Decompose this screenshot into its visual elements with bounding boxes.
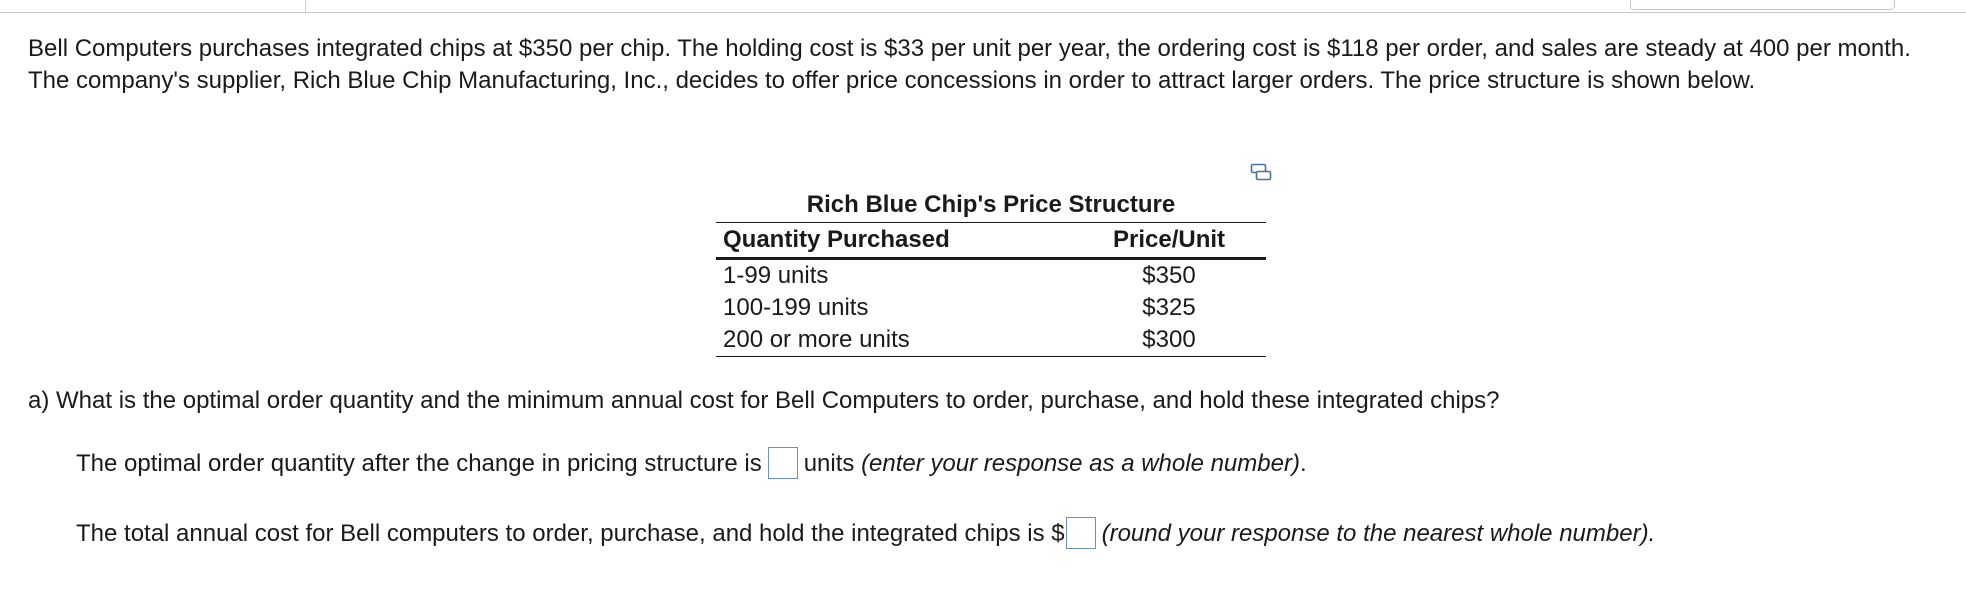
table-title: Rich Blue Chip's Price Structure bbox=[806, 191, 1176, 218]
order-quantity-input[interactable] bbox=[768, 447, 798, 479]
answer-end: . bbox=[1299, 450, 1307, 477]
table-row bbox=[716, 259, 1266, 293]
problem-statement: Bell Computers purchases integrated chips at $350 per chip. The holding cost is $33 per unit per year, the ordering cost is $118 per order, and sales are steady at 400 per month. The company's supplier, Rich Blue Chip Manufacturing, Inc., decides to offer price concessions in order to attract larger orders. The price structure is shown below. bbox=[28, 35, 1911, 94]
copy-table-icon[interactable] bbox=[1250, 162, 1272, 184]
row-price: $350 bbox=[1142, 262, 1196, 289]
row-quantity: 200 or more units bbox=[716, 324, 1072, 357]
table-row bbox=[716, 292, 1266, 324]
answer-line-order-quantity bbox=[76, 447, 1307, 481]
header-quantity: Quantity Purchased bbox=[716, 223, 1072, 259]
price-structure-table bbox=[716, 188, 1266, 357]
top-divider bbox=[0, 12, 1966, 13]
header-price: Price/Unit bbox=[1072, 223, 1266, 259]
table-row bbox=[716, 324, 1266, 357]
row-price: $325 bbox=[1142, 294, 1196, 321]
row-quantity: 1-99 units bbox=[723, 262, 829, 289]
answer-line-total-cost bbox=[76, 517, 1655, 551]
top-divider-tick bbox=[305, 0, 306, 12]
answer-prefix: The total annual cost for Bell computers to order, purchase, and hold the integrated chips is $ bbox=[76, 520, 1065, 547]
row-quantity: 100-199 units bbox=[723, 294, 869, 321]
row-price: $300 bbox=[1072, 324, 1266, 357]
answer-hint: (round your response to the nearest whole number). bbox=[1101, 520, 1656, 547]
answer-suffix: units bbox=[803, 450, 855, 477]
total-cost-input[interactable] bbox=[1066, 517, 1096, 549]
table-header-row bbox=[716, 223, 1266, 259]
question-a: a) What is the optimal order quantity and the minimum annual cost for Bell Computers to order, purchase, and hold these integrated chips? bbox=[28, 387, 1500, 414]
top-tab-control[interactable] bbox=[1630, 0, 1895, 10]
price-table bbox=[716, 222, 1266, 357]
answer-hint: (enter your response as a whole number) bbox=[861, 450, 1300, 477]
answer-prefix: The optimal order quantity after the change in pricing structure is bbox=[76, 450, 762, 477]
